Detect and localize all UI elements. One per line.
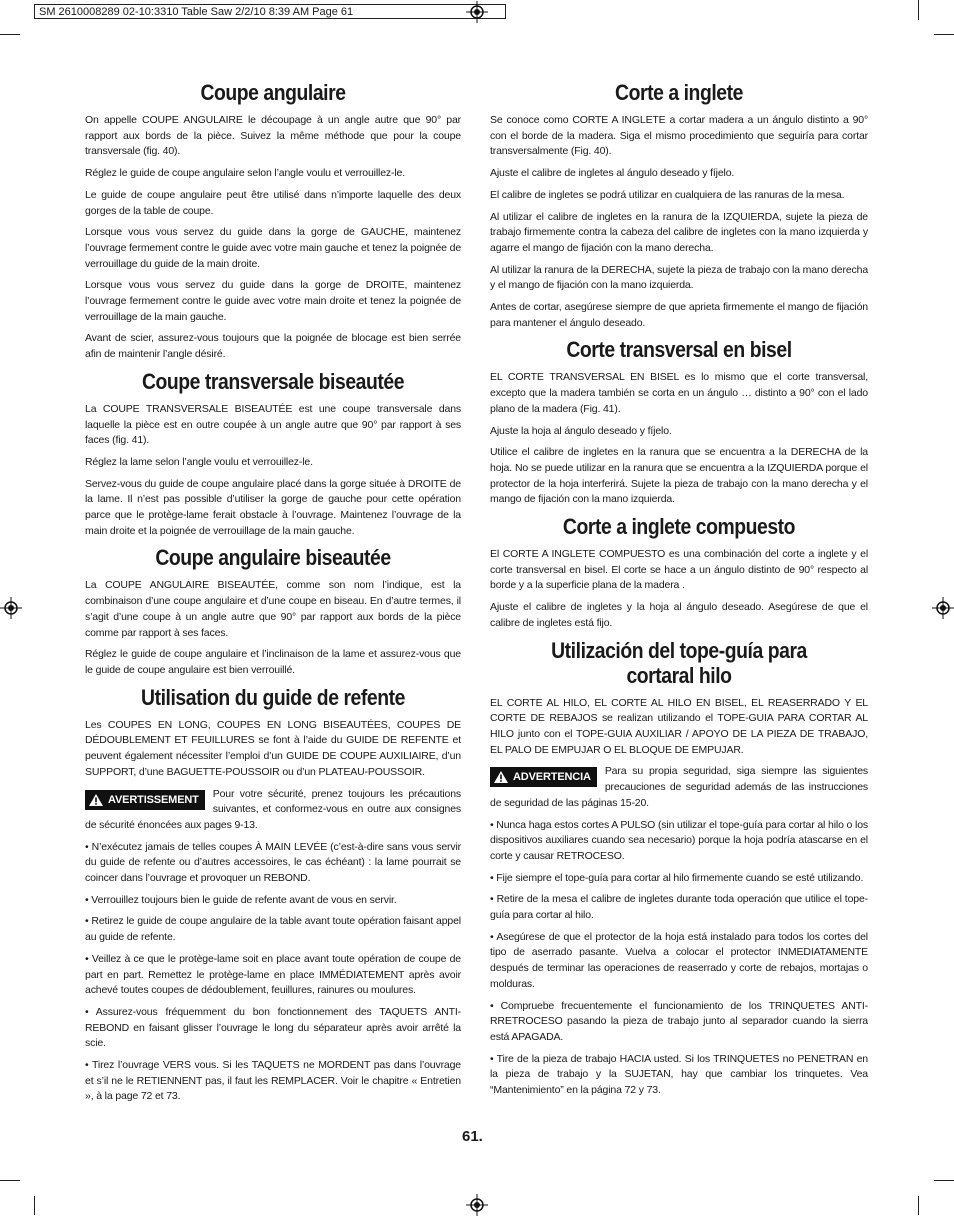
- crop-mark: [934, 34, 954, 35]
- paragraph: Antes de cortar, asegúrese siempre de que aprieta firmemente el mango de fijación para mantener el ángulo deseado.: [490, 301, 868, 329]
- crop-mark: [918, 0, 919, 20]
- section-coupe-angulaire-biseautee: [85, 545, 461, 678]
- registration-mark-icon: [932, 597, 954, 619]
- section-coupe-angulaire: [85, 80, 461, 363]
- paragraph: Réglez la lame selon l’angle voulu et verrouillez-le.: [85, 455, 313, 468]
- bullet-item: • Compruebe frecuentemente el funcionamiento de los TRINQUETES ANTI-RRETROCESO pasando la pieza de trabajo junto al separador cuando la sierra está APAGADA.: [490, 999, 868, 1043]
- bullet-item: • N’exécutez jamais de telles coupes À MAIN LEVÉE (c’est-à-dire sans vous servir du guide de refente ou d’autres accessoires, le cas échéant) : la lame pourrait se coincer dans l’ouvrage et provoquer un REBOND.: [85, 840, 461, 885]
- warning-label: AVERTISSEMENT: [108, 793, 199, 806]
- paragraph: EL CORTE TRANSVERSAL EN BISEL es lo mismo que el corte transversal, excepto que la madera también se corta en un ángulo … distinto a 90° con el lado plano de la madera (Fig. 41).: [490, 371, 868, 415]
- paragraph: Le guide de coupe angulaire peut être utilisé dans n’importe laquelle des deux gorges de la table de coupe.: [85, 188, 461, 217]
- bullet-item: • Retirez le guide de coupe angulaire de la table avant toute opération faisant appel au guide de refente.: [85, 915, 461, 944]
- paragraph: Al utilizar la ranura de la DERECHA, sujete la pieza de trabajo con la mano derecha y el mango de fijación con la mano izquierda.: [490, 263, 869, 292]
- registration-mark-icon: [466, 1194, 488, 1216]
- warning-text: Para su propia seguridad, siga siempre las siguientes precauciones de seguridad además de las instrucciones de seguridad de las páginas 15-20.: [490, 765, 868, 809]
- bullet-item: • Tire de la pieza de trabajo HACIA usted. Si los TRINQUETES no PENETRAN en la pieza de trabajo y la SUJETAN, hay que cambiar los trinquetes. Vea “Mantenimiento” en la página 72 y 73.: [490, 1052, 868, 1097]
- paragraph: La COUPE ANGULAIRE BISEAUTÉE, comme son nom l’indique, est la combinaison d’une coupe angulaire et d’une coupe en biseau. En d’autre termes, il s’agit d’une coupe à un angle autre que 90° par rapport aux bords de la pièce comme par rapport à ses faces.: [85, 579, 461, 639]
- warning-badge: [490, 767, 597, 787]
- section-title: Corte a inglete compuesto: [562, 514, 796, 540]
- warning-paragraph: [490, 764, 868, 811]
- paragraph: El calibre de ingletes se podrá utilizar en cualquiera de las ranuras de la mesa.: [490, 188, 845, 201]
- section-title: Coupe angulaire biseautée: [155, 545, 391, 571]
- paragraph: Ajuste el calibre de ingletes al ángulo deseado y fíjelo.: [490, 167, 735, 180]
- section-tope-guia: [490, 638, 868, 1099]
- warning-label: ADVERTENCIA: [513, 771, 591, 784]
- warning-text: Pour votre sécurité, prenez toujours les précautions suivantes, et conformez-vous en outre aux consignes de sécurité énoncées aux pages 9-13.: [85, 787, 461, 831]
- page-number: 61.: [462, 1128, 483, 1145]
- section-coupe-transversale-biseautee: [85, 369, 461, 540]
- warning-badge: [85, 790, 205, 810]
- bullet-item: • Assurez-vous fréquemment du bon fonctionnement des TAQUETS ANTI-REBOND en faisant glisser l’ouvrage le long du séparateur après avoir arrêté la scie.: [85, 1005, 461, 1050]
- crop-mark: [34, 1196, 35, 1215]
- french-column: [85, 80, 461, 1111]
- section-title: Utilisation du guide de refente: [141, 684, 405, 710]
- bullet-item: • Tirez l’ouvrage VERS vous. Si les TAQUETS ne MORDENT pas dans l’ouvrage et s’il ne le RETIENNENT pas, il faut les REMPLACER. Voir le chapitre « Entretien », à la page 72 et 73.: [85, 1059, 461, 1103]
- paragraph: El CORTE A INGLETE COMPUESTO es una combinación del corte a inglete y el corte transversal en bisel. El corte se hace a un ángulo distinto de 90° respecto al borde y a la superficie plana de la madera .: [490, 548, 868, 592]
- section-corte-a-inglete: [490, 80, 868, 331]
- bullet-item: • Retire de la mesa el calibre de ingletes durante toda operación que utilice el tope-guía para cortar al hilo.: [490, 893, 868, 922]
- paragraph: EL CORTE AL HILO, EL CORTE AL HILO EN BISEL, EL REASERRADO Y EL CORTE DE REBAJOS se realizan utilizando el TOPE-GUIA PARA CORTAR AL HILO junto con el TOPE-GUIA AUXILIAR / APOYO DE LA PIEZA DE TRABAJO, EL PALO DE EMPUJAR O EL BLOQUE DE EMPUJAR.: [490, 696, 868, 756]
- section-title: Utilización del tope-guía para cortaral hilo: [551, 637, 807, 688]
- paragraph: On appelle COUPE ANGULAIRE le découpage à un angle autre que 90° par rapport aux bords de la pièce. Suivez la même méthode que pour la coupe transversale (fig. 40).: [85, 114, 461, 158]
- paragraph: Utilice el calibre de ingletes en la ranura que se encuentra a la DERECHA de la hoja. No se puede utilizar en la ranura que se encuentra a la IZQUIERDA porque el protector de la hoja interferirá. Sujete la pieza de trabajo con la mano derecha y el mango de fijación con la mano izquierda.: [490, 446, 868, 506]
- paragraph: La COUPE TRANSVERSALE BISEAUTÉE est une coupe transversale dans laquelle la pièce est en outre coupée à un angle autre que 90° par rapport à ses faces (fig. 41).: [85, 402, 461, 447]
- bullet-item: • Fije siempre el tope-guía para cortar al hilo firmemente cuando se esté utilizando.: [490, 871, 864, 884]
- bullet-item: • Veillez à ce que le protège-lame soit en place avant toute opération de coupe de part en part. Remettez le protège-lame en place IMMÉDIATEMENT après avoir achevé toutes coupes de dédoublement, feuillures, rainures ou moulures.: [85, 952, 461, 997]
- warning-triangle-icon: [494, 771, 508, 783]
- crop-mark: [0, 34, 20, 35]
- section-guide-de-refente: [85, 685, 461, 1105]
- paragraph: Ajuste el calibre de ingletes y la hoja al ángulo deseado. Asegúrese de que el calibre de ingletes está fijo.: [490, 601, 868, 629]
- section-title: Coupe angulaire: [200, 80, 346, 105]
- paragraph: Se conoce como CORTE A INGLETE a cortar madera a un ángulo distinto a 90° con el borde de la madera. Siga el mismo procedimiento que seguiría para cortar transversalmente (Fig. 40).: [490, 114, 868, 158]
- bullet-item: • Verrouillez toujours bien le guide de refente avant de vous en servir.: [85, 893, 397, 906]
- registration-mark-icon: [0, 597, 22, 619]
- paragraph: Avant de scier, assurez-vous toujours que la poignée de blocage est bien serrée afin de maintenir l’angle désiré.: [85, 332, 461, 361]
- bullet-item: • Nunca haga estos cortes A PULSO (sin utilizar el tope-guía para cortar al hilo o los dispositivos auxiliares cuando sea necesario) porque la hoja podría atascarse en el corte y causar RETROCESO.: [490, 818, 868, 862]
- paragraph: Réglez le guide de coupe angulaire et l’inclinaison de la lame et assurez-vous que le guide de coupe angulaire est bien verrouillé.: [85, 648, 461, 676]
- warning-paragraph: [85, 787, 461, 834]
- registration-mark-icon: [466, 1, 488, 23]
- crop-mark: [934, 1180, 954, 1181]
- crop-mark: [918, 1196, 919, 1215]
- paragraph: Réglez le guide de coupe angulaire selon l’angle voulu et verrouillez-le.: [85, 167, 406, 180]
- bullet-item: • Asegúrese de que el protector de la hoja está instalado para todos los cortes del tipo de aserrado pasante. Vuelva a colocar el protector INMEDIATAMENTE después de terminar las operaciones de reaserrado y corte de rebajos, mortajas o molduras.: [490, 930, 868, 990]
- paragraph: Al utilizar el calibre de ingletes en la ranura de la IZQUIERDA, sujete la pieza de trabajo firmemente contra la cabeza del calibre de ingletes con la mano izquierda y agarre el mango de fijación con la mano derecha.: [490, 210, 868, 254]
- print-slug: SM 2610008289 02-10:3310 Table Saw 2/2/10 8:39 AM Page 61: [34, 4, 506, 19]
- section-title: Coupe transversale biseautée: [141, 368, 405, 394]
- paragraph: Lorsque vous vous servez du guide dans la gorge de DROITE, maintenez l’ouvrage fermement contre le guide avec votre main droite et tenez la poignée de verrouillage de la main gauche.: [85, 279, 461, 323]
- warning-triangle-icon: [89, 794, 103, 806]
- paragraph: Les COUPES EN LONG, COUPES EN LONG BISEAUTÉES, COUPES DE DÉDOUBLEMENT ET FEUILLURES se font à l’aide du GUIDE DE REFENTE et peuvent également nécessiter l’emploi d’un GUIDE DE COUPE AUXILIAIRE, d’un SUPPORT, d’une BAGUETTE-POUSSOIR ou d’un PLATEAU-POUSSOIR.: [85, 718, 461, 778]
- section-corte-a-inglete-compuesto: [490, 514, 868, 632]
- section-title: Corte a inglete: [615, 80, 743, 105]
- crop-mark: [0, 1180, 20, 1181]
- section-title: Corte transversal en bisel: [566, 337, 792, 363]
- paragraph: Lorsque vous vous servez du guide dans la gorge de GAUCHE, maintenez l’ouvrage fermement contre le guide avec votre main gauche et tenez la poignée de verrouillage du guide de la main droite.: [85, 226, 462, 270]
- section-corte-transversal-en-bisel: [490, 337, 868, 508]
- spanish-column: [490, 80, 868, 1105]
- paragraph: Ajuste la hoja al ángulo deseado y fíjelo.: [490, 424, 672, 437]
- paragraph: Servez-vous du guide de coupe angulaire placé dans la gorge située à DROITE de la lame. Il n’est pas possible d’utiliser la gorge de gauche pour cette opération parce que le protège-lame ferait obstacle à l’ouvrage. Maintenez l’ouvrage de la main droite et la poignée de verrouillage de la main gauche.: [85, 477, 461, 537]
